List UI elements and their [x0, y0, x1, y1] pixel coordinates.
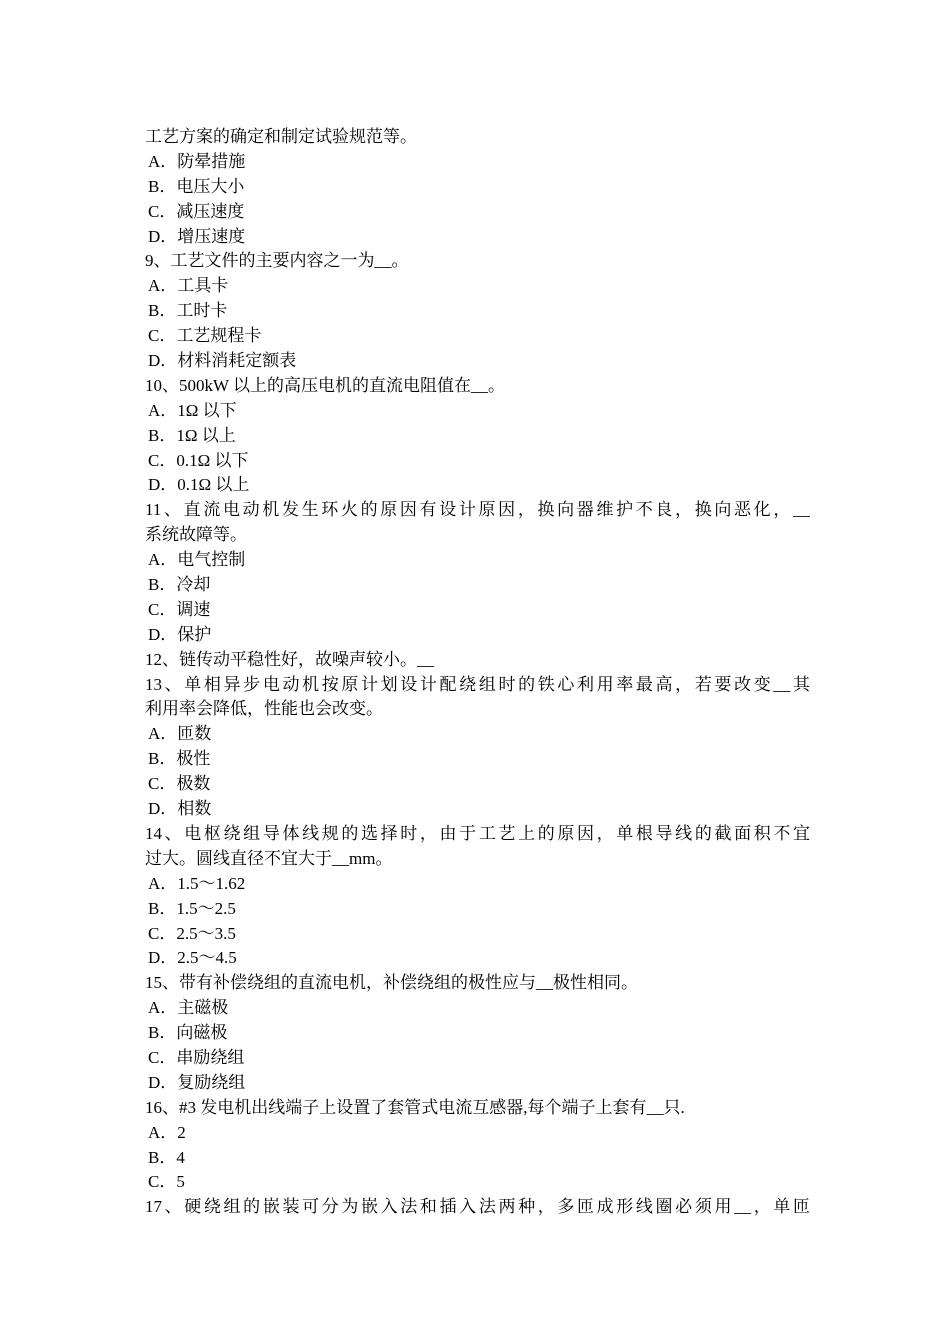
option-line: C．工艺规程卡 [148, 326, 262, 346]
option-line: D．0.1Ω 以上 [148, 475, 250, 495]
option-line: C．调速 [148, 599, 211, 619]
option-line: D．材料消耗定额表 [148, 351, 297, 371]
option-line: B．4 [148, 1147, 185, 1167]
option-line: A．2 [148, 1122, 186, 1142]
question-line: 14、电枢绕组导体线规的选择时，由于工艺上的原因，单根导线的截面积不宜 [145, 823, 810, 843]
option-line: B．1Ω 以上 [148, 425, 236, 445]
option-line: D．增压速度 [148, 226, 246, 246]
option-line: A．主磁极 [148, 998, 229, 1018]
option-line: C．2.5～3.5 [148, 923, 236, 943]
text-line: 过大。圆线直径不宜大于__mm。 [145, 848, 393, 868]
option-line: D．保护 [148, 624, 212, 644]
text-line: 利用率会降低，性能也会改变。 [145, 699, 383, 719]
option-line: B．向磁极 [148, 1023, 228, 1043]
question-line: 11、直流电动机发生环火的原因有设计原因，换向器维护不良，换向恶化，__ [145, 500, 810, 520]
option-line: D．2.5～4.5 [148, 948, 237, 968]
text-line: 系统故障等。 [145, 525, 247, 545]
option-line: D．相数 [148, 799, 212, 819]
question-line: 15、带有补偿绕组的直流电机，补偿绕组的极性应与__极性相同。 [145, 973, 638, 993]
option-line: C．减压速度 [148, 201, 245, 221]
document-page [145, 125, 810, 1220]
option-line: C．5 [148, 1172, 185, 1192]
text-line: 工艺方案的确定和制定试验规范等。 [145, 127, 417, 146]
option-line: B．1.5～2.5 [148, 898, 236, 918]
question-line: 9、工艺文件的主要内容之一为__。 [145, 251, 409, 271]
option-line: D．复励绕组 [148, 1072, 246, 1092]
option-line: A．1.5～1.62 [148, 873, 246, 893]
option-line: B．电压大小 [148, 176, 245, 196]
option-line: B．工时卡 [148, 301, 228, 321]
option-line: A．电气控制 [148, 550, 246, 570]
option-line: A．匝数 [148, 724, 212, 744]
option-line: C．极数 [148, 774, 211, 794]
question-line: 10、500kW 以上的高压电机的直流电阻值在__。 [145, 375, 505, 395]
option-line: B．冷却 [148, 575, 211, 595]
option-line: A．防晕措施 [148, 151, 246, 171]
option-line: B．极性 [148, 749, 211, 769]
question-line: 13、单相异步电动机按原计划设计配绕组时的铁心利用率最高，若要改变__其 [145, 674, 810, 694]
option-line: C．串励绕组 [148, 1047, 245, 1067]
option-line: C．0.1Ω 以下 [148, 450, 249, 470]
option-line: A．工具卡 [148, 276, 229, 296]
question-line: 17、硬绕组的嵌装可分为嵌入法和插入法两种，多匝成形线圈必须用__，单匝 [145, 1197, 810, 1217]
option-line: A．1Ω 以下 [148, 400, 237, 420]
question-line: 12、链传动平稳性好，故噪声较小。__ [145, 649, 434, 669]
question-line: 16、#3 发电机出线端子上设置了套管式电流互感器,每个端子上套有__只. [145, 1097, 685, 1117]
